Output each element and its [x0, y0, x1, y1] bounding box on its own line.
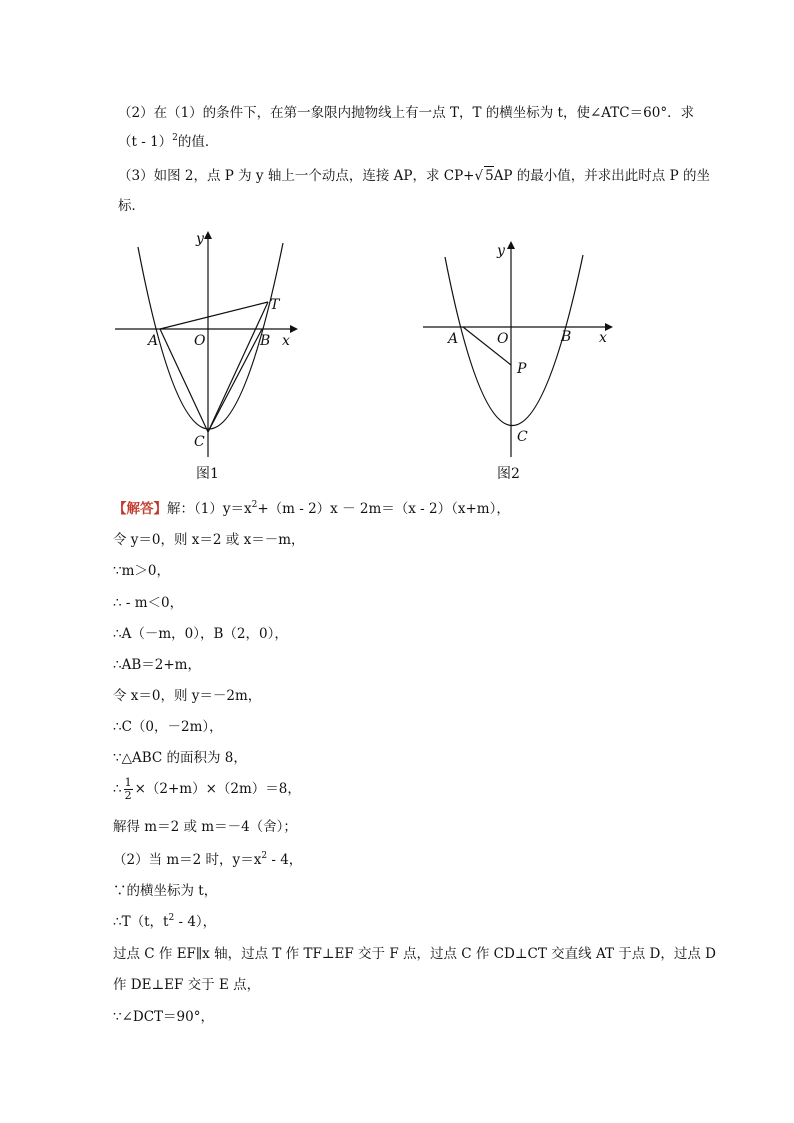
- fig2-label-y: y: [497, 243, 505, 259]
- solution-heading: 【解答】: [113, 501, 167, 517]
- fig2-label-O: O: [497, 331, 509, 347]
- solution-line-1: 【解答】解：$(1)y=x^2+(m - 2)x - 2m=(x - 2)(x+m)$，: [113, 500, 510, 517]
- solution-line-2: 令 y＝0，则 x＝2 或 x＝－m，: [113, 532, 305, 548]
- fig1-label-O: O: [194, 333, 206, 349]
- solution-line-17: ∵∠DCT＝90°，: [113, 1009, 214, 1025]
- fraction-one-half: $\frac{1}{2}$: [124, 776, 132, 802]
- fig1-segment-AT: [160, 302, 268, 329]
- solution-line-4: ∴ - m＜0，: [113, 595, 184, 611]
- fig2-label-A: A: [448, 331, 459, 347]
- solution-line-13: ∵的横坐标为 t，: [113, 883, 218, 899]
- fig1-label-x: x: [282, 333, 290, 349]
- solution-line-14: ∴T（t，$t^2 - 4$），: [113, 913, 217, 930]
- fig1-label-A: A: [148, 333, 159, 349]
- fig1-label-y: y: [196, 231, 204, 247]
- solution-line-3: ∵m＞0，: [113, 563, 170, 579]
- figure-1: [110, 225, 310, 490]
- fig1-label-B: B: [260, 333, 271, 349]
- fig1-x-arrow: [290, 325, 298, 333]
- solution-line-9: ∵△ABC 的面积为 8，: [113, 750, 247, 766]
- fig1-y-arrow: [204, 231, 212, 239]
- solution-line-16: 作 DE⊥EF 交于 E 点，: [113, 977, 261, 993]
- fig2-label-P: P: [517, 361, 527, 377]
- solution-line-10: ∴ $\frac{1}{2}$ ×（2+m）×（2m）＝8，: [113, 776, 301, 802]
- fig2-caption: 图2: [497, 466, 520, 482]
- fig2-label-x: x: [599, 330, 607, 346]
- solution-line-8: ∴C（0，－2m），: [113, 719, 223, 735]
- problem-part2-line2: （t - 1）$^2$的值．: [118, 133, 219, 150]
- problem-part3-line1: （3）如图 2，点 P 为 y 轴上一个动点，连接 AP，求 CP+√ 5AP 的最小值，并求出此时点 P 的坐: [118, 168, 710, 184]
- fig1-segment-CB: [208, 329, 262, 432]
- figure-2: [415, 235, 615, 490]
- fig1-label-T: T: [270, 297, 280, 313]
- solution-line-7: 令 x＝0，则 y＝－2m，: [113, 688, 262, 704]
- fig1-caption: 图1: [196, 466, 219, 482]
- fig2-y-arrow: [507, 241, 515, 249]
- fig2-label-B: B: [561, 329, 572, 345]
- solution-line-5: ∴A（－m，0），B（2，0），: [113, 626, 288, 642]
- solution-line-15: 过点 C 作 EF∥x 轴，过点 T 作 TF⊥EF 交于 F 点，过点 C 作 CD⊥CT 交直线 AT 于点 D，过点 D: [113, 946, 716, 962]
- solution-line-11: 解得 m＝2 或 m＝－4（舍）；: [113, 819, 297, 835]
- fig2-label-C: C: [517, 429, 528, 445]
- solution-line-6: ∴AB＝2+m，: [113, 657, 201, 673]
- problem-part3-line2: 标．: [118, 198, 145, 214]
- problem-part2-line1: （2）在（1）的条件下，在第一象限内抛物线上有一点 T，T 的横坐标为 t，使∠ATC＝60°．求: [118, 105, 695, 121]
- fig1-label-C: C: [194, 434, 205, 450]
- fig1-segment-CT: [208, 302, 271, 432]
- solution-line-12: （2）当 m＝2 时，$y=x^2 - 4$，: [113, 851, 303, 868]
